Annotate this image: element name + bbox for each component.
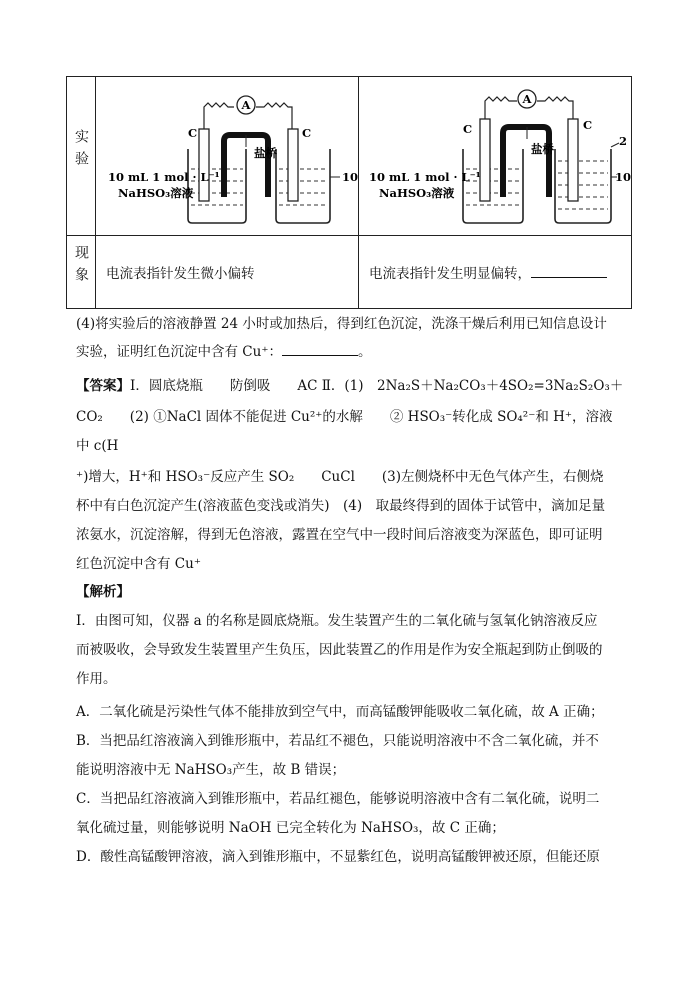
solution-label-line2: NaHSO₃溶液 [118, 186, 194, 200]
solution-label-line1-2: 10 mL 1 mol · L⁻¹ [369, 170, 481, 184]
observation-left [96, 236, 359, 309]
analysis-block [76, 578, 624, 872]
analysis-option-a: A．二氧化硫是污染性气体不能排放到空气中，而高锰酸钾能吸收二氧化硫，故 A 正确； [76, 704, 604, 720]
analysis-p1-line3: 作用。 [76, 671, 117, 687]
row-head-phenomenon [67, 236, 96, 309]
analysis-option-c-line2: 氧化硫过量，则能够说明 NaOH 已完全转化为 NaHSO₃，故 C 正确； [76, 820, 505, 836]
electrode-label-left: C [188, 126, 198, 140]
answer-line1-text: Ⅰ．圆底烧瓶 防倒吸 AC Ⅱ．(1) 2Na₂S＋Na₂CO₃＋4SO₂=3Na₂S₂O₃＋ [130, 378, 624, 394]
question-4-line2 [76, 338, 624, 366]
analysis-option-c-line1: C．当把品红溶液滴入到锥形瓶中，若品红褪色，能够说明溶液中含有二氧化硫，说明二 [76, 791, 600, 807]
electrode-label-left-2: C [463, 122, 473, 136]
fill-blank-q4[interactable] [282, 343, 358, 356]
right-electrode [288, 129, 298, 201]
right-apparatus-cell [359, 77, 632, 236]
left-apparatus-diagram [96, 77, 358, 231]
observation-right [359, 236, 632, 309]
analysis-p1-line1: Ⅰ．由图可知，仪器 a 的名称是圆底烧瓶。发生装置产生的二氧化硫与氢氧化钠溶液反应 [76, 613, 598, 629]
right-solution-number-2: 10 [615, 170, 631, 184]
ammeter-label: A [241, 98, 251, 112]
answer-line5: 浓氨水，沉淀溶解，得到无色溶液，露置在空气中一段时间后溶液变为深蓝色，即可证明 [76, 527, 603, 543]
salt-bridge-label-2: 盐桥 [531, 142, 554, 156]
observation-left-text: 电流表指针发生微小偏转 [106, 266, 255, 282]
answer-line2: CO₂ (2) ①NaCl 固体不能促进 Cu²⁺的水解 ② HSO₃⁻转化成 SO₄²⁻和 H⁺，溶液中 c(H [76, 409, 613, 454]
left-apparatus-cell [96, 77, 359, 236]
right-electrode-2 [568, 119, 578, 201]
analysis-option-d-line1: D．酸性高锰酸钾溶液，滴入到锥形瓶中，不显紫红色，说明高锰酸钾被还原，但能还原 [76, 849, 600, 865]
analysis-p1-line2: 而被吸收，会导致发生装置里产生负压，因此装置乙的作用是作为安全瓶起到防止倒吸的 [76, 642, 603, 658]
analysis-option-b-line2: 能说明溶液中无 NaHSO₃产生，故 B 错误； [76, 762, 346, 778]
right-top-number: 2 [619, 134, 628, 148]
answer-line4: 杯中有白色沉淀产生(溶液蓝色变浅或消失) (4) 取最终得到的固体于试管中，滴加足量 [76, 498, 606, 514]
analysis-option-b-line1: B．当把品红溶液滴入到锥形瓶中，若品红不褪色，只能说明溶液中不含二氧化硫，并不 [76, 733, 599, 749]
question-4 [76, 310, 624, 366]
right-solution-number: 10 [342, 170, 358, 184]
salt-bridge-label: 盐桥 [254, 146, 277, 160]
fill-blank-observation[interactable] [531, 265, 607, 278]
row-head-phenomenon-text: 现象 [73, 245, 89, 289]
answer-line6: 红色沉淀中含有 Cu⁺ [76, 556, 201, 572]
question-4-line2-text: 实验，证明红色沉淀中含有 Cu⁺： [76, 344, 282, 360]
right-apparatus-diagram [359, 77, 631, 231]
answer-line3: ⁺)增大，H⁺和 HSO₃⁻反应产生 SO₂ CuCl (3)左侧烧杯中无色气体产生，右侧烧 [76, 469, 604, 485]
question-4-line2-end: 。 [357, 344, 372, 360]
left-electrode [199, 129, 209, 201]
observation-right-text: 电流表指针发生明显偏转， [369, 266, 531, 282]
left-electrode-2 [480, 119, 490, 201]
row-head-experiment [67, 77, 96, 236]
solution-label-line1: 10 mL 1 mol · L⁻¹ [108, 170, 220, 184]
experiment-table [66, 76, 632, 309]
analysis-tag: 【解析】 [76, 584, 130, 600]
electrode-label-right: C [302, 126, 312, 140]
answer-line1 [76, 372, 624, 401]
ammeter-label-2: A [522, 92, 532, 106]
row-head-experiment-text: 实验 [73, 129, 89, 173]
question-4-line1: (4)将实验后的溶液静置 24 小时或加热后，得到红色沉淀，洗涤干燥后利用已知信息设计 [76, 316, 607, 332]
electrode-label-right-2: C [583, 118, 593, 132]
solution-label-line2-2: NaHSO₃溶液 [379, 186, 455, 200]
answer-block [76, 372, 624, 579]
answer-tag: 【答案】 [76, 378, 130, 394]
